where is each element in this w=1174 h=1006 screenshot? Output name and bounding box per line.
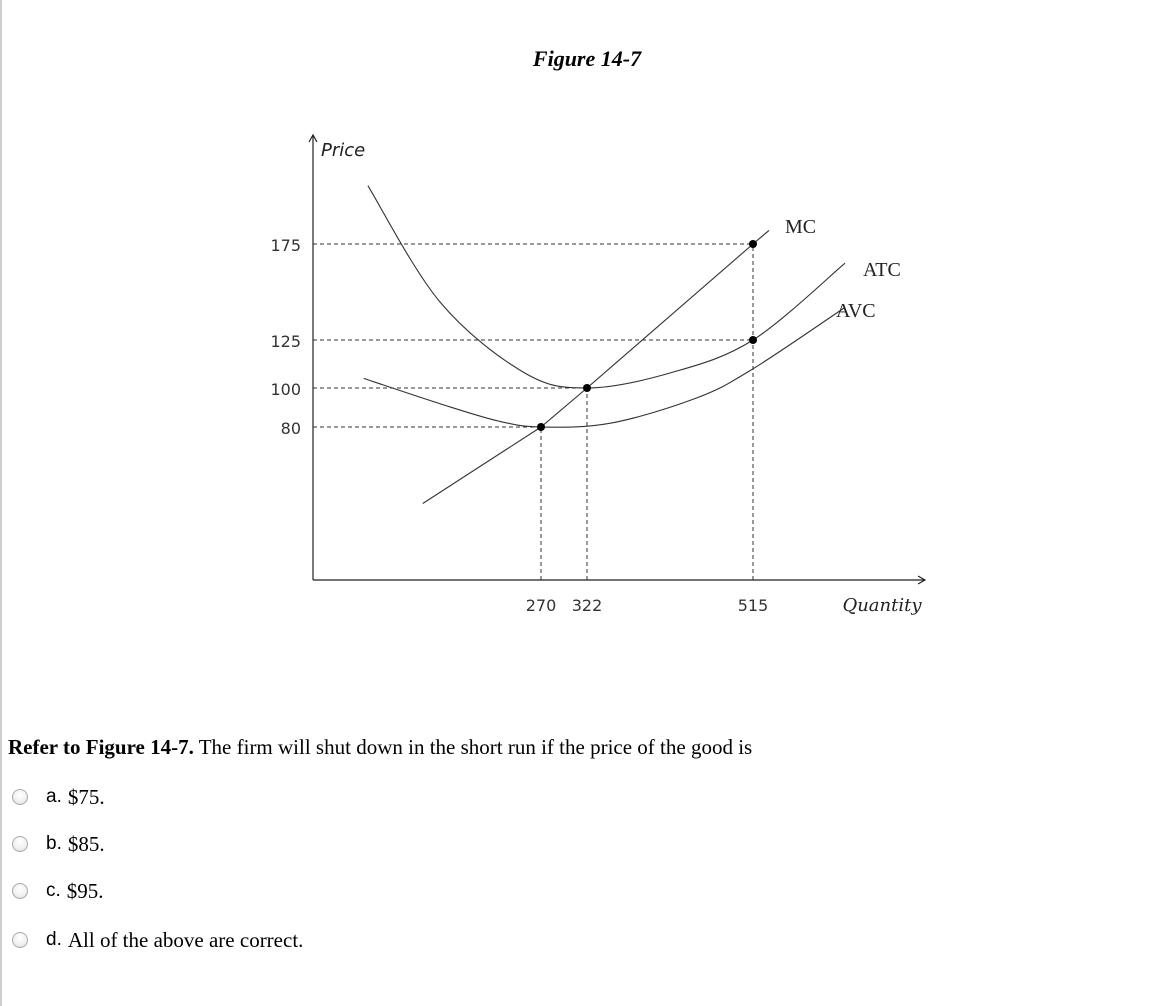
radio-button[interactable] (12, 883, 28, 899)
option-letter: c. (46, 880, 61, 901)
option-letter: d. (46, 929, 62, 950)
guide-lines (313, 244, 753, 580)
axes (309, 135, 925, 584)
point-322-100 (583, 384, 591, 392)
series-label-mc: MC (785, 216, 817, 238)
question-text (8, 735, 752, 760)
y-tick-label: 100 (270, 380, 301, 399)
option-text: $75. (67, 784, 105, 809)
radio-button[interactable] (12, 789, 28, 805)
option-letter: a. (46, 786, 62, 807)
y-tick-label: 175 (270, 236, 301, 255)
point-270-80 (537, 423, 545, 431)
curves (364, 186, 845, 504)
point-515-125 (749, 336, 757, 344)
chart-labels (270, 140, 922, 616)
option-letter: b. (46, 833, 62, 854)
radio-button[interactable] (12, 836, 28, 852)
radio-button[interactable] (12, 932, 28, 948)
x-tick-label: 322 (571, 596, 603, 615)
option-b[interactable] (12, 832, 105, 856)
x-axis-label: Quantity (842, 595, 922, 616)
option-d[interactable] (12, 928, 303, 952)
figure-title: Figure 14-7 (532, 46, 642, 71)
curve-atc (368, 186, 845, 388)
x-tick-label: 270 (525, 596, 557, 615)
curve-mc (423, 230, 769, 503)
y-tick-label: 80 (280, 419, 301, 438)
option-c[interactable] (12, 879, 104, 903)
option-text: All of the above are correct. (67, 927, 304, 952)
y-tick-label: 125 (270, 332, 301, 351)
option-text: $85. (67, 831, 105, 856)
series-label-atc: ATC (863, 259, 901, 281)
question-body: The firm will shut down in the short run if the price of the good is (193, 735, 753, 759)
option-text: $95. (66, 878, 104, 903)
x-tick-label: 515 (737, 596, 769, 615)
option-a[interactable] (12, 785, 105, 809)
y-axis-label: Price (321, 140, 366, 161)
point-515-175 (749, 240, 757, 248)
question-reference: Refer to Figure 14-7. (8, 735, 194, 759)
series-label-avc: AVC (836, 300, 876, 322)
